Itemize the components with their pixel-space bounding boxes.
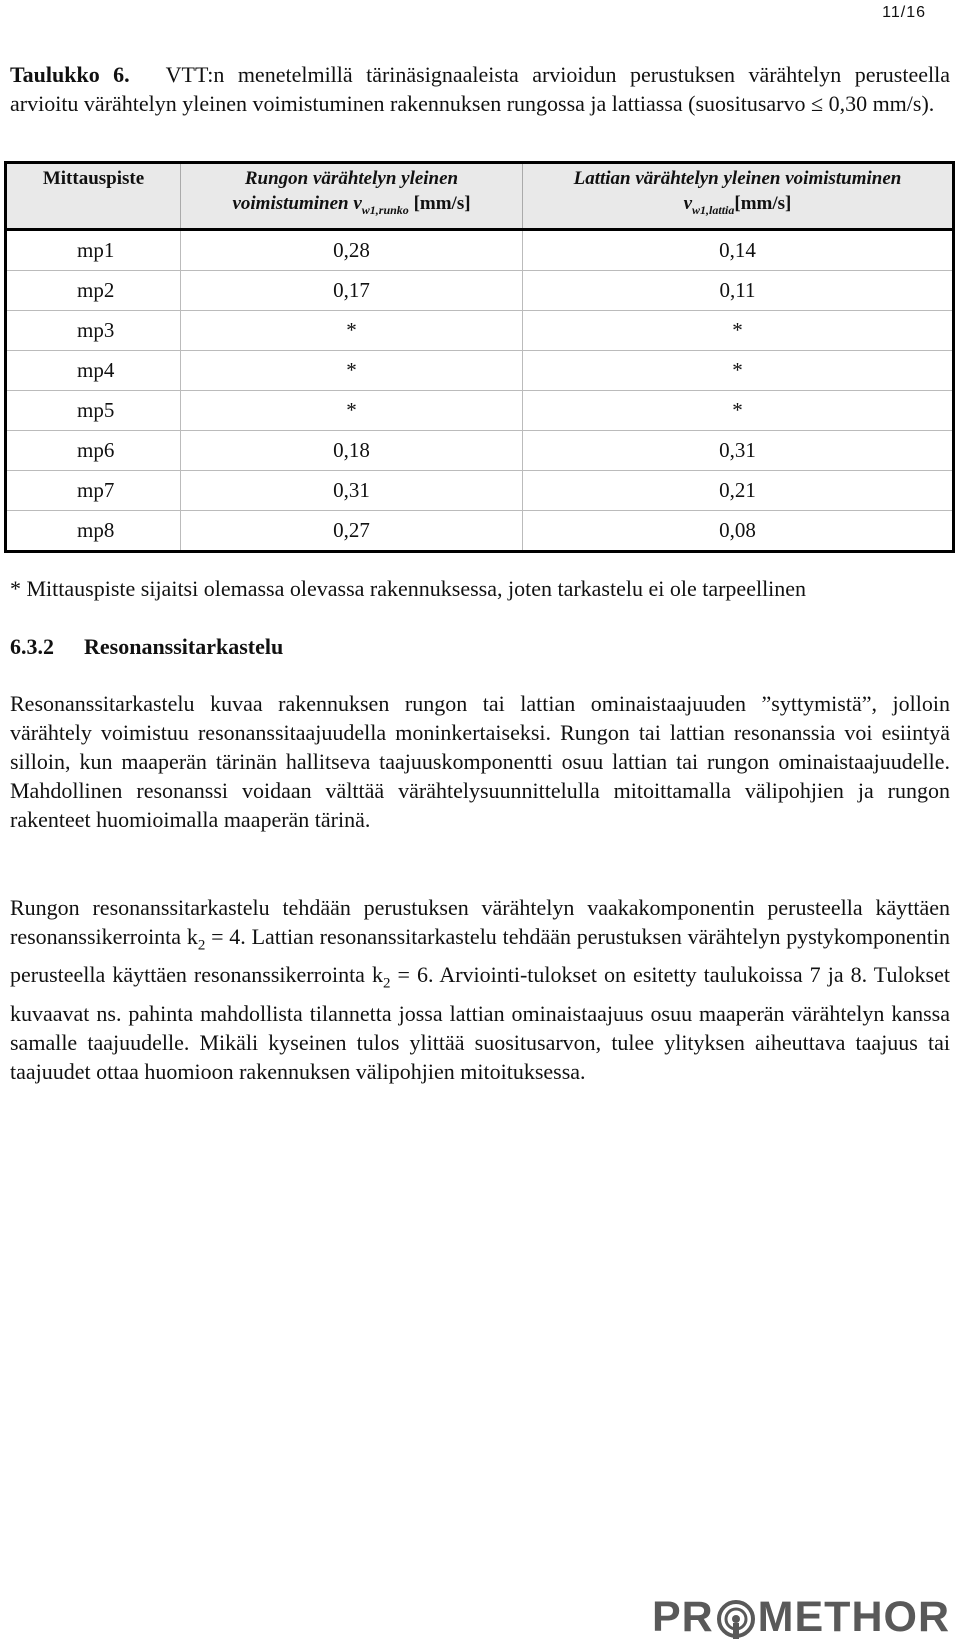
table-row: mp1 0,28 0,14	[6, 230, 954, 271]
promethor-logo: PR METHOR	[651, 1593, 950, 1641]
table-row: mp5 * *	[6, 391, 954, 431]
caption-text: VTT:n menetelmillä tärinäsignaaleista arvioidun perustuksen värähtelyn perusteella arvioitu värähtelyn yleinen voimistuminen rakennuksen rungossa ja lattiassa (suositusarvo ≤ 0,30 mm/s).	[10, 62, 950, 116]
signal-o-icon	[715, 1597, 757, 1639]
table-row: mp7 0,31 0,21	[6, 471, 954, 511]
vibration-table	[4, 161, 955, 553]
section-heading	[10, 634, 283, 660]
page-number: 11/16	[882, 4, 926, 21]
table-row: mp3 * *	[6, 311, 954, 351]
table-row: mp8 0,27 0,08	[6, 511, 954, 552]
header-measurement-point: Mittauspiste	[6, 163, 181, 230]
paragraph-resonance-intro: Resonanssitarkastelu kuvaa rakennuksen rungon tai lattian ominaistaajuuden ”syttymistä”, jolloin värähtely voimistuu resonanssitaajuudella moninkertaiseksi. Rungon tai lattian resonanssia voi esiintyä silloin, kun maaperän tärinän hallitseva taajuuskomponentti osuu lattian tai rungon ominaistaajuudelle. Mahdollinen resonanssi voidaan välttää värähtelysuunnittelulla mitoittamalla välipohjien ja rungon rakenteet huomioimalla maaperän tärinä.	[10, 691, 950, 832]
table-row: mp6 0,18 0,31	[6, 431, 954, 471]
paragraph-resonance-method: Rungon resonanssitarkastelu tehdään perustuksen värähtelyn vaakakomponentin perusteella käyttäen resonanssikerrointa $k_2 = 4$. Lattian resonanssitarkastelu tehdään perustuksen värähtelyn pystykomponentin perusteella käyttäen resonanssikerrointa $k_2 = 6$. Arviointi-tulokset on esitetty taulukoissa 7 ja 8. Tulokset kuvaavat ns. pahinta mahdollista tilannetta jossa lattian ominaistaajuus osuu maaperän värähtelyn kanssa samalle taajuudelle. Mikäli kyseinen tulos ylittää suositusarvon, tulee ylityksen aiheuttava taajuus tai taajuudet ottaa huomioon rakennuksen välipohjien mitoituksessa.	[10, 895, 951, 1084]
table-caption	[10, 60, 950, 118]
caption-label: Taulukko 6.	[10, 62, 130, 87]
table-row: mp2 0,17 0,11	[6, 271, 954, 311]
section-number: 6.3.2	[10, 634, 54, 659]
section-title: Resonanssitarkastelu	[84, 634, 284, 659]
table-row: mp4 * *	[6, 351, 954, 391]
header-frame-amplification: Rungon värähtelyn yleinen voimistuminen $v_{w1,runko}$ [mm/s]	[181, 163, 523, 230]
table-header-row	[6, 163, 954, 230]
header-floor-amplification: Lattian värähtelyn yleinen voimistuminen $v_{w1,lattia}[mm/s]$	[523, 163, 954, 230]
table-footnote: * Mittauspiste sijaitsi olemassa olevassa rakennuksessa, joten tarkastelu ei ole tarpeellinen	[10, 576, 807, 601]
